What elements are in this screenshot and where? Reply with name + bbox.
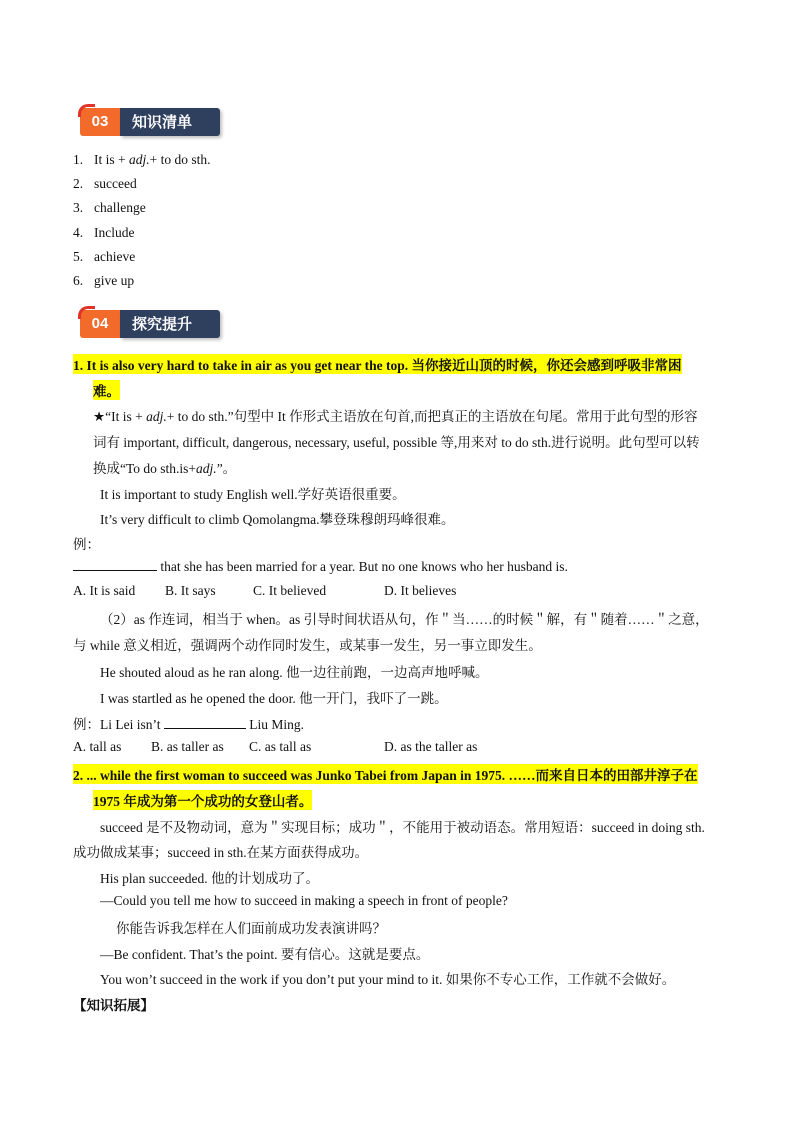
option-b: B. It says	[165, 583, 216, 598]
list-item: 4. Include	[73, 225, 135, 240]
grammar-note: 与 while 意义相近，强调两个动作同时发生，或某事一发生，另一事立即发生。	[73, 638, 542, 653]
exercise-question: that she has been married for a year. But no one knows who her husband is.	[73, 558, 568, 575]
list-item: 1. It is + adj.+ to do sth.	[73, 152, 211, 167]
option-b: B. as taller as	[151, 739, 224, 754]
section-badge-04	[80, 306, 225, 340]
grammar-note: ★“It is + adj.+ to do sth.”句型中 It 作形式主语放在句首,而把真正的主语放在句尾。常用于此句型的形容	[93, 409, 698, 424]
grammar-note: 成功做成某事；succeed in sth.在某方面获得成功。	[73, 845, 369, 860]
option-c: C. It believed	[253, 583, 327, 598]
section-title: 知识清单	[120, 108, 220, 136]
example-sentence: It’s very difficult to climb Qomolangma.攀登珠穆朗玛峰很难。	[100, 512, 455, 527]
option-c: C. as tall as	[249, 739, 312, 754]
example-sentence: —Be confident. That’s the point. 要有信心。这就是要点。	[100, 947, 430, 962]
exercise-question: 例：Li Lei isn’t Liu Ming.	[73, 717, 305, 732]
option-d: D. as the taller as	[384, 739, 478, 754]
example-sentence: I was startled as he opened the door. 他一开门，我吓了一跳。	[100, 691, 448, 706]
badge-curl-decoration	[78, 104, 95, 117]
option-a: A. tall as	[73, 739, 122, 754]
section-badge-03	[80, 104, 225, 138]
answer-blank	[73, 558, 157, 571]
badge-curl-decoration	[78, 306, 95, 319]
point-heading-cont: 难。	[93, 380, 120, 400]
grammar-note: （2）as 作连词，相当于 when。as 引导时间状语从句，作＂当……的时候＂解，有＂随着……＂之意，	[100, 612, 709, 627]
example-sentence: —Could you tell me how to succeed in making a speech in front of people?	[100, 893, 508, 908]
option-a: A. It is said	[73, 583, 136, 598]
list-item: 6. give up	[73, 273, 135, 288]
example-sentence: His plan succeeded. 他的计划成功了。	[100, 871, 319, 886]
point-heading: 2. ... while the first woman to succeed was Junko Tabei from Japan in 1975. ……而来自日本的田部井淳子在	[73, 764, 698, 784]
example-sentence: You won’t succeed in the work if you don’t put your mind to it. 如果你不专心工作，工作就不会做好。	[100, 972, 676, 987]
example-label: 例：	[73, 537, 100, 552]
list-item: 2. succeed	[73, 176, 137, 191]
example-translation: 你能告诉我怎样在人们面前成功发表演讲吗？	[116, 921, 386, 936]
section-number: 03	[80, 108, 120, 136]
option-d: D. It believes	[384, 583, 457, 598]
knowledge-extension-heading: 【知识拓展】	[73, 998, 154, 1013]
point-heading: 1. It is also very hard to take in air as you get near the top. 当你接近山顶的时候，你还会感到呼吸非常困	[73, 354, 682, 374]
grammar-note: 换成“To do sth.is+adj.”。	[93, 461, 237, 476]
answer-blank	[164, 716, 246, 729]
list-item: 5. achieve	[73, 249, 136, 264]
grammar-note: 词有 important, difficult, dangerous, necessary, useful, possible 等,用来对 to do sth.进行说明。此句型可以转	[93, 435, 700, 450]
section-number: 04	[80, 310, 120, 338]
grammar-note: succeed 是不及物动词，意为＂实现目标；成功＂，不能用于被动语态。常用短语：succeed in doing sth.	[100, 820, 705, 835]
point-heading-cont: 1975 年成为第一个成功的女登山者。	[93, 790, 312, 810]
section-title: 探究提升	[120, 310, 220, 338]
example-sentence: He shouted aloud as he ran along. 他一边往前跑，一边高声地呼喊。	[100, 665, 489, 680]
example-sentence: It is important to study English well.学好英语很重要。	[100, 487, 406, 502]
list-item: 3. challenge	[73, 200, 146, 215]
